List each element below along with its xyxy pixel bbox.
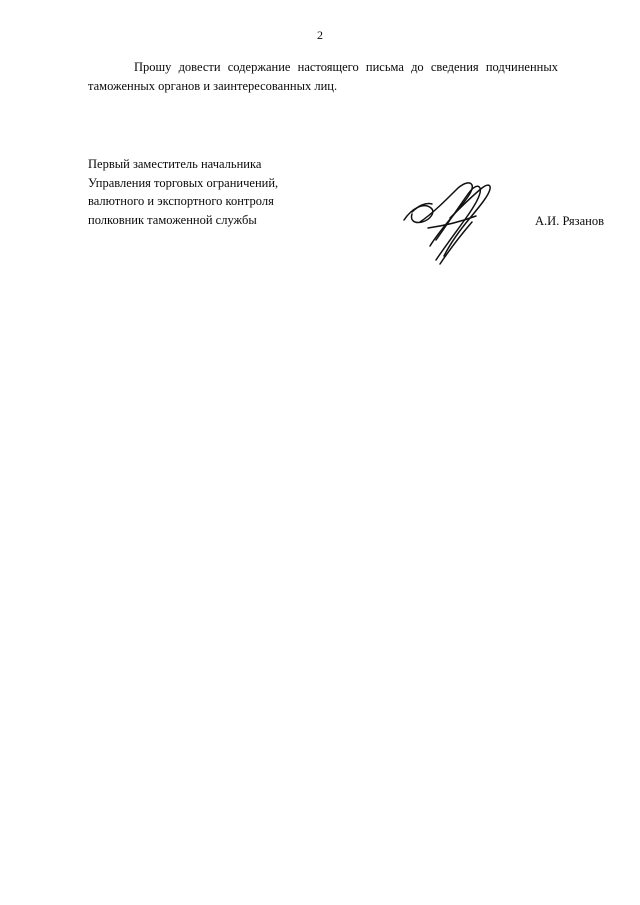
- signature-title-line-4: полковник таможенной службы: [88, 212, 257, 227]
- signature-title-line-3: валютного и экспортного контроля: [88, 194, 274, 208]
- signature-title-line-2: Управления торговых ограничений,: [88, 175, 279, 190]
- signature-block: [88, 155, 558, 229]
- signer-name: А.И. Рязанов: [535, 214, 604, 228]
- page-number: 2: [317, 28, 323, 42]
- body-paragraph: Прошу довести содержание настоящего письма до сведения подчиненных таможенных органов и заинтересованных лиц.: [88, 60, 558, 93]
- signature-title-line-1: Первый заместитель начальника: [88, 157, 262, 171]
